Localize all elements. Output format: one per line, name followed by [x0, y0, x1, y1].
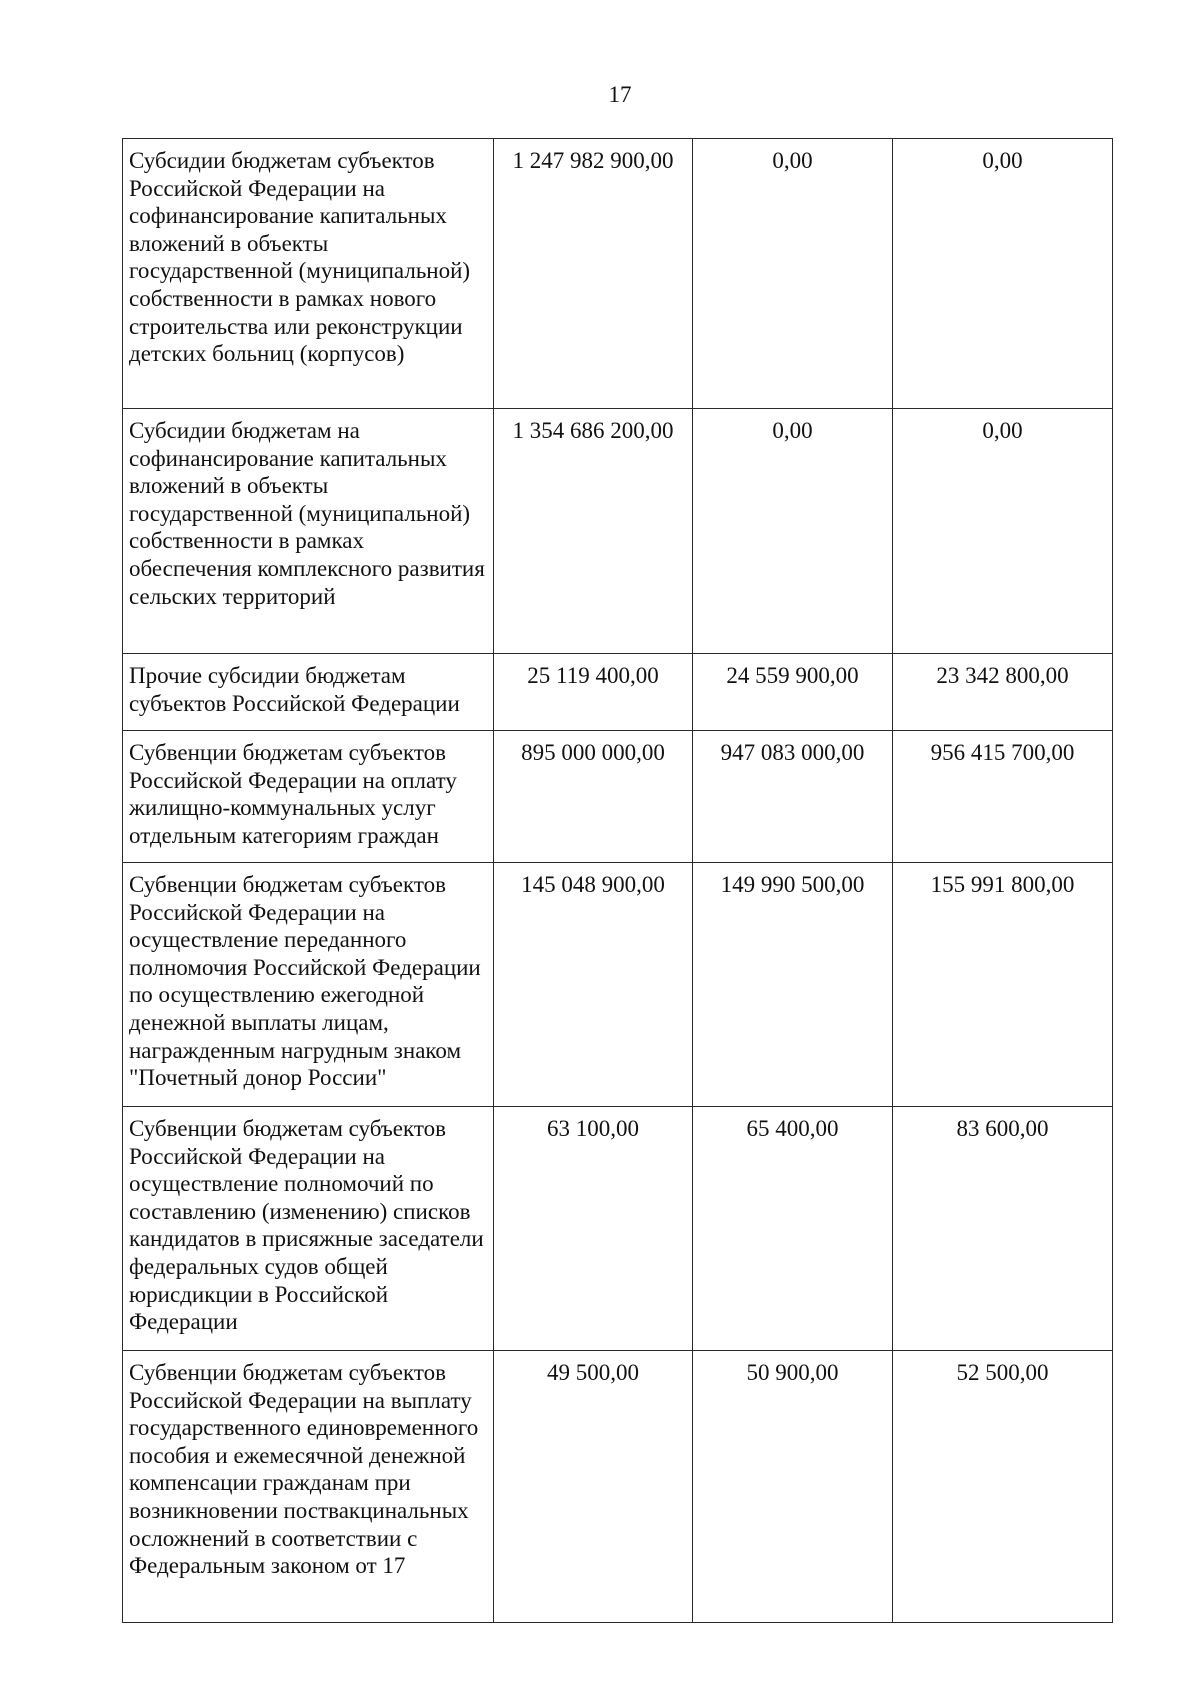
- table-row: [123, 731, 1113, 863]
- value-year-2: 24 559 900,00: [693, 654, 893, 731]
- value-year-3: 52 500,00: [893, 1351, 1113, 1623]
- value-year-3: 0,00: [893, 139, 1113, 409]
- value-year-1: 63 100,00: [494, 1107, 693, 1351]
- value-year-2: 149 990 500,00: [693, 863, 893, 1107]
- table-row: [123, 139, 1113, 409]
- row-description: Субсидии бюджетам на софинансирование капитальных вложений в объекты государственной (муниципальной) собственности в рамках обеспечения комплексного развития сельских территорий: [123, 409, 494, 654]
- value-year-1: 145 048 900,00: [494, 863, 693, 1107]
- table-row: [123, 1107, 1113, 1351]
- value-year-2: 50 900,00: [693, 1351, 893, 1623]
- table-row: [123, 654, 1113, 731]
- value-year-1: 1 354 686 200,00: [494, 409, 693, 654]
- value-year-3: 23 342 800,00: [893, 654, 1113, 731]
- row-description: Прочие субсидии бюджетам субъектов Российской Федерации: [123, 654, 494, 731]
- row-description: Субвенции бюджетам субъектов Российской Федерации на выплату государственного единовременного пособия и ежемесячной денежной компенсации гражданам при возникновении поствакцинальных осложнений в соответствии с Федеральным законом от 17: [123, 1351, 494, 1623]
- value-year-1: 25 119 400,00: [494, 654, 693, 731]
- value-year-2: 0,00: [693, 409, 893, 654]
- value-year-1: 895 000 000,00: [494, 731, 693, 863]
- value-year-1: 49 500,00: [494, 1351, 693, 1623]
- row-description: Субвенции бюджетам субъектов Российской Федерации на осуществление переданного полномочия Российской Федерации по осуществлению ежегодной денежной выплаты лицам, награжденным нагрудным знаком "Почетный донор России": [123, 863, 494, 1107]
- value-year-2: 65 400,00: [693, 1107, 893, 1351]
- value-year-3: 956 415 700,00: [893, 731, 1113, 863]
- value-year-1: 1 247 982 900,00: [494, 139, 693, 409]
- value-year-2: 0,00: [693, 139, 893, 409]
- value-year-2: 947 083 000,00: [693, 731, 893, 863]
- table-row: [123, 863, 1113, 1107]
- value-year-3: 0,00: [893, 409, 1113, 654]
- row-description: Субвенции бюджетам субъектов Российской Федерации на осуществление полномочий по составлению (изменению) списков кандидатов в присяжные заседатели федеральных судов общей юрисдикции в Российской Федерации: [123, 1107, 494, 1351]
- row-description: Субвенции бюджетам субъектов Российской Федерации на оплату жилищно-коммунальных услуг отдельным категориям граждан: [123, 731, 494, 863]
- page-number: 17: [608, 82, 632, 107]
- table-row: [123, 409, 1113, 654]
- budget-table: [122, 138, 1113, 1623]
- value-year-3: 155 991 800,00: [893, 863, 1113, 1107]
- value-year-3: 83 600,00: [893, 1107, 1113, 1351]
- table-row: [123, 1351, 1113, 1623]
- row-description: Субсидии бюджетам субъектов Российской Федерации на софинансирование капитальных вложений в объекты государственной (муниципальной) собственности в рамках нового строительства или реконструкции детских больниц (корпусов): [123, 139, 494, 409]
